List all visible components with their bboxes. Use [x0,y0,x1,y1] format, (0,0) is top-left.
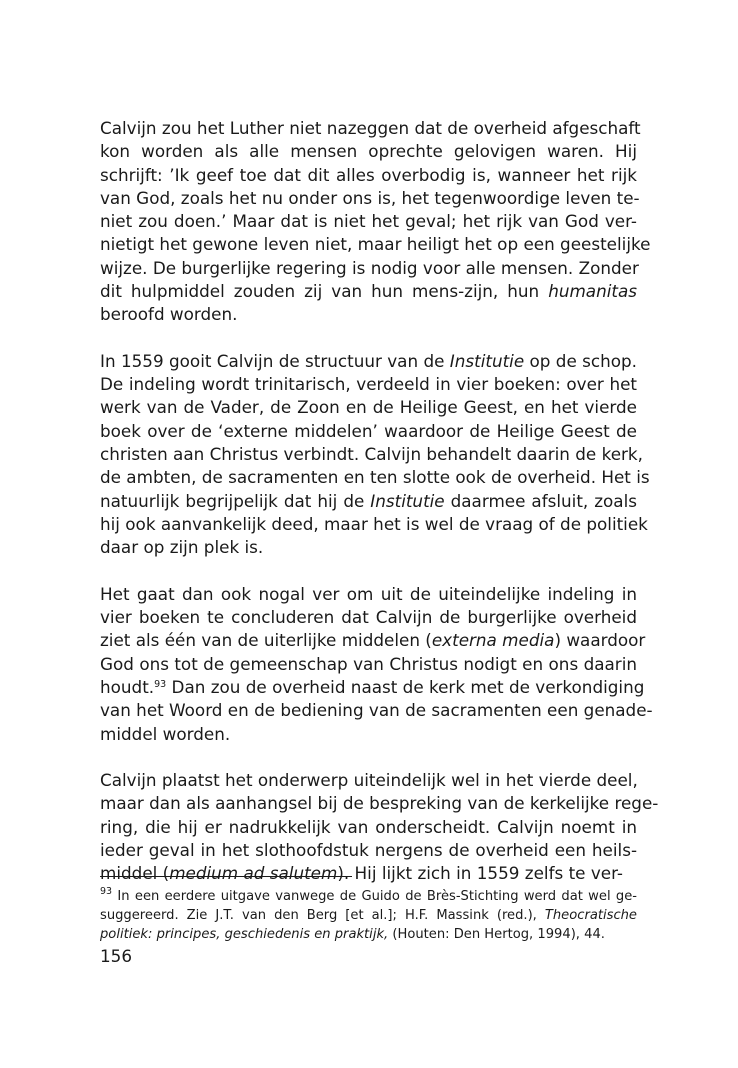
text-line [100,164,637,187]
text-line [100,140,637,163]
italic-text: medium ad salutem [169,863,338,884]
text-segment: God ons tot de gemeenschap van Christus nodigt en ons daarin [100,653,637,674]
footnote-line [100,887,637,906]
text-line [100,117,641,140]
paragraph [100,769,659,885]
text-segment: werk van de Vader, de Zoon en de Heilige Geest, en het vierde [100,397,637,418]
text-segment: (Houten: Den Hertog, 1994), 44. [388,927,605,942]
text-line [100,629,646,652]
page-number: 156 [100,946,133,966]
text-segment: schrijft: ’Ik geef toe dat dit alles overbodig is, wanneer het rijk [100,164,637,185]
text-segment: In 1559 gooit Calvijn de structuur van de [100,350,450,371]
text-segment: van het Woord en de bediening van de sacramenten een genade- [100,700,653,721]
text-line [100,839,637,862]
italic-text: Institutie [449,350,525,371]
text-line [100,606,637,629]
text-segment: middel worden. [100,723,231,744]
footnote-reference: 93 [154,678,167,690]
text-segment: Calvijn plaatst het onderwerp uiteindelijk wel in het vierde deel, [100,769,638,790]
text-line [100,420,637,443]
text-line [100,676,645,699]
text-segment: dit hulpmiddel zouden zij van hun mens-zijn, hun [100,281,549,302]
paragraph [100,583,653,746]
text-segment: natuurlijk begrijpelijk dat hij de [100,490,371,511]
text-line [100,443,643,466]
paragraph-gap [100,327,637,350]
text-segment: De indeling wordt trinitarisch, verdeeld in vier boeken: over het [100,374,637,395]
footnote-reference: 93 [100,886,113,897]
italic-text: humanitas [548,281,637,302]
footnote-separator [100,876,352,877]
text-line [100,396,637,419]
text-segment: ziet als één van de uiterlijke middelen ( [100,630,432,651]
text-segment: ring, die hij er nadrukkelijk van onderscheidt. Calvijn noemt in [100,816,637,837]
text-line [100,303,637,326]
text-segment: de ambten, de sacramenten en ten slotte ook de overheid. Het is [100,467,650,488]
paragraph-gap [100,560,637,583]
text-line [100,350,637,373]
text-segment: van God, zoals het nu onder ons is, het tegenwoordige leven te- [100,187,640,208]
text-segment: ) waardoor [554,630,646,651]
text-segment: boek over de ‘externe middelen’ waardoor de Heilige Geest de [100,420,637,441]
text-line [100,862,637,885]
text-line [100,280,637,303]
italic-text: Institutie [370,490,445,511]
footnote-line [100,925,637,944]
text-line [100,210,637,233]
text-segment: ). Hij lijkt zich in 1559 zelfs te ver- [337,863,623,884]
text-segment: houdt. [100,676,155,697]
paragraph-gap [100,746,637,769]
footnote [100,887,637,944]
text-line [100,513,648,536]
text-line [100,792,659,815]
text-segment: daarmee afsluit, zoals [444,490,637,511]
text-line [100,653,637,676]
text-segment: Calvijn zou het Luther niet nazeggen dat de overheid afgeschaft [100,118,641,138]
text-segment: In een eerdere uitgave vanwege de Guido de Brès-Stichting werd dat wel ge- [112,889,637,904]
paragraph [100,117,651,327]
footnote-line [100,906,637,925]
text-line [100,257,637,280]
text-segment: suggereerd. Zie J.T. van den Berg [et al.]; H.F. Massink (red.), [100,908,545,923]
text-line [100,699,653,722]
text-line [100,373,637,396]
text-line [100,583,637,606]
text-segment: beroofd worden. [100,304,238,325]
text-segment: op de schop. [524,350,637,371]
text-line [100,466,650,489]
text-segment: niet zou doen.’ Maar dat is niet het geval; het rijk van God ver- [100,211,637,232]
italic-text: politiek: principes, geschiedenis en praktijk, [100,927,389,942]
text-segment: christen aan Christus verbindt. Calvijn behandelt daarin de kerk, [100,444,643,465]
text-line [100,816,637,839]
text-segment: kon worden als alle mensen oprechte gelovigen waren. Hij [100,141,637,162]
text-segment: daar op zijn plek is. [100,537,264,558]
text-line [100,187,640,210]
text-segment: wijze. De burgerlijke regering is nodig voor alle mensen. Zonder [100,257,639,278]
text-line [100,769,637,792]
italic-text: Theocratische [544,908,637,923]
text-line [100,723,637,746]
paragraph [100,350,650,560]
body-text [100,117,659,885]
text-segment: vier boeken te concluderen dat Calvijn de burgerlijke overheid [100,607,637,628]
text-segment: nietigt het gewone leven niet, maar heiligt het op een geestelijke [100,234,651,255]
text-segment: middel ( [100,863,170,884]
text-line [100,536,637,559]
text-segment: Het gaat dan ook nogal ver om uit de uiteindelijke indeling in [100,583,637,604]
text-segment: hij ook aanvankelijk deed, maar het is wel de vraag of de politiek [100,513,648,534]
text-segment: ieder geval in het slothoofdstuk nergens de overheid een heils- [100,839,637,860]
text-segment: maar dan als aanhangsel bij de bespreking van de kerkelijke rege- [100,793,659,814]
text-line [100,233,651,256]
italic-text: externa media [431,630,555,651]
text-line [100,490,637,513]
text-segment: Dan zou de overheid naast de kerk met de verkondiging [166,676,645,697]
